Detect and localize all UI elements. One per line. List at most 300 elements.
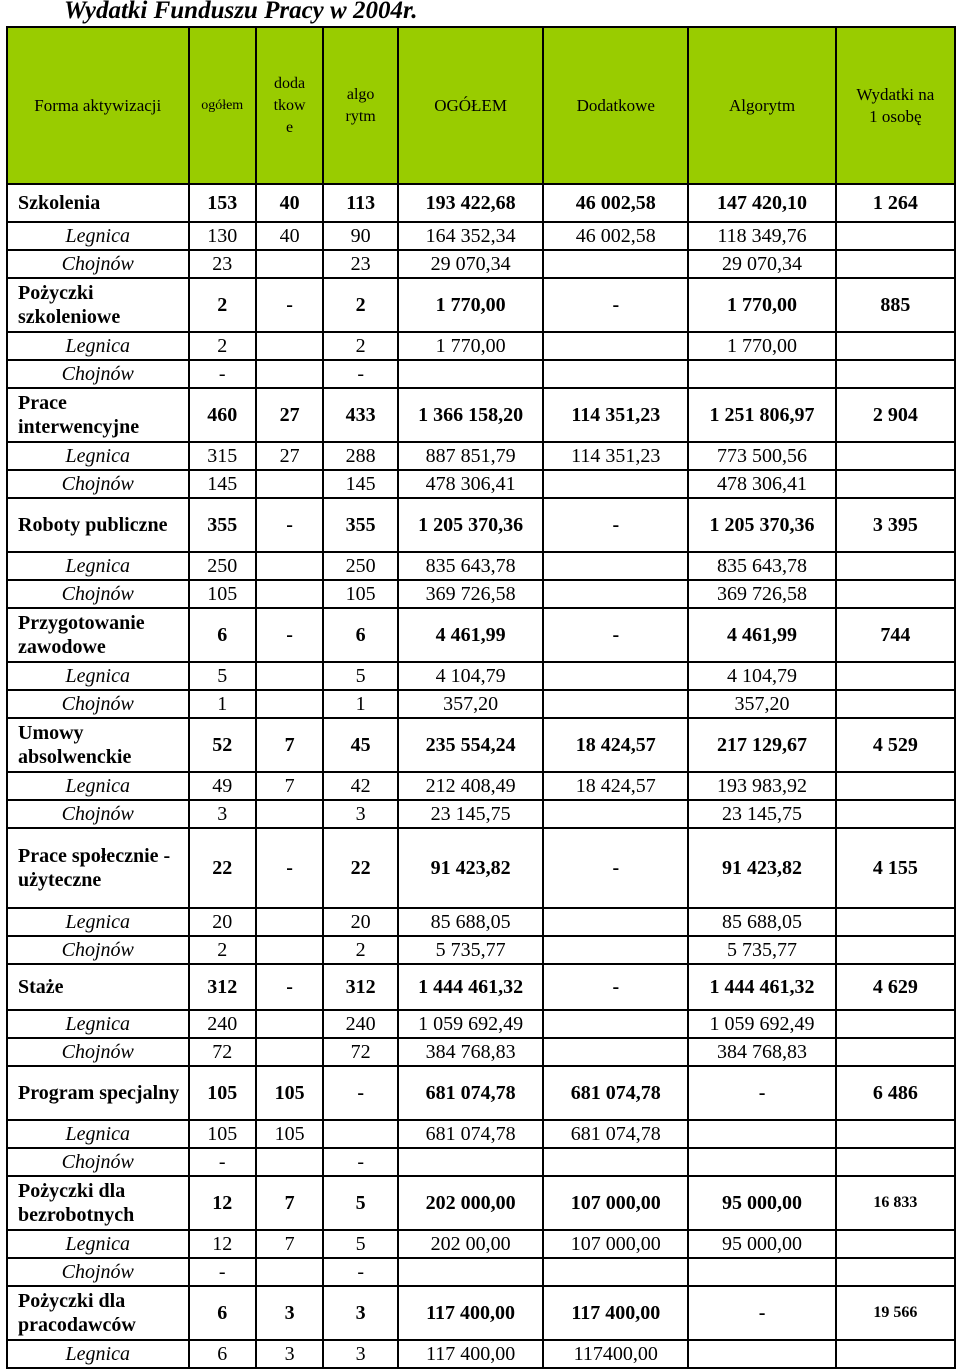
table-row [7,1038,955,1066]
cell-algorytm: 5 [323,1230,398,1258]
table-row [7,1010,955,1038]
cell-wydatki-na-osobe: 6 486 [836,1066,955,1120]
cell-kwota-ogolem: 235 554,24 [398,718,543,772]
cell-wydatki-na-osobe [836,1010,955,1038]
cell-dodatkowe: 7 [256,1230,323,1258]
row-label: Chojnów [7,1148,189,1176]
cell-kwota-algorytm [688,1148,835,1176]
cell-kwota-algorytm: - [688,1286,835,1340]
row-label: Legnica [7,1340,189,1368]
cell-wydatki-na-osobe [836,552,955,580]
cell-kwota-dodatkowe [543,360,688,388]
row-label: Legnica [7,908,189,936]
cell-ogolem: 145 [189,470,256,498]
row-label: Chojnów [7,690,189,718]
cell-algorytm: - [323,1148,398,1176]
header-wydatki-na-osobe: Wydatki na 1 osobę [836,27,955,184]
cell-wydatki-na-osobe: 16 833 [836,1176,955,1230]
cell-kwota-dodatkowe [543,936,688,964]
cell-ogolem: 105 [189,1066,256,1120]
cell-kwota-ogolem: 164 352,34 [398,222,543,250]
table-row [7,470,955,498]
row-label: Legnica [7,442,189,470]
cell-kwota-dodatkowe: 107 000,00 [543,1230,688,1258]
cell-kwota-algorytm: 4 461,99 [688,608,835,662]
row-label: Roboty publiczne [7,498,189,552]
row-label: Pożyczki dla pracodawców [7,1286,189,1340]
row-label: Pożyczki dla bezrobotnych [7,1176,189,1230]
cell-kwota-ogolem: 202 00,00 [398,1230,543,1258]
cell-ogolem: 6 [189,1340,256,1368]
cell-algorytm: 240 [323,1010,398,1038]
cell-kwota-algorytm: 147 420,10 [688,184,835,222]
table-row [7,1258,955,1286]
cell-kwota-dodatkowe: - [543,608,688,662]
cell-kwota-ogolem: 478 306,41 [398,470,543,498]
cell-dodatkowe: - [256,828,323,908]
cell-kwota-algorytm: 357,20 [688,690,835,718]
table-row [7,936,955,964]
table-body [7,184,955,1368]
row-label: Legnica [7,772,189,800]
cell-algorytm: 433 [323,388,398,442]
expenditure-table [6,26,956,1369]
cell-kwota-algorytm: 1 251 806,97 [688,388,835,442]
table-row [7,250,955,278]
row-label: Legnica [7,1120,189,1148]
cell-kwota-ogolem: 4 461,99 [398,608,543,662]
table-row [7,1120,955,1148]
cell-ogolem: 240 [189,1010,256,1038]
table-row [7,442,955,470]
row-label: Pożyczki szkoleniowe [7,278,189,332]
cell-algorytm: 2 [323,332,398,360]
cell-kwota-algorytm: 4 104,79 [688,662,835,690]
cell-kwota-algorytm: 1 770,00 [688,278,835,332]
table-row-total [7,1066,955,1120]
cell-kwota-dodatkowe [543,1038,688,1066]
cell-algorytm: 355 [323,498,398,552]
cell-kwota-ogolem [398,1258,543,1286]
table-row-total [7,1176,955,1230]
header-row [7,27,955,184]
cell-kwota-ogolem: 1 444 461,32 [398,964,543,1010]
cell-wydatki-na-osobe [836,442,955,470]
cell-dodatkowe [256,360,323,388]
row-label: Legnica [7,1230,189,1258]
row-label: Przygotowanie zawodowe [7,608,189,662]
cell-dodatkowe: 7 [256,718,323,772]
cell-kwota-algorytm: 478 306,41 [688,470,835,498]
cell-algorytm: 72 [323,1038,398,1066]
cell-kwota-algorytm: 95 000,00 [688,1176,835,1230]
cell-wydatki-na-osobe [836,580,955,608]
cell-wydatki-na-osobe: 19 566 [836,1286,955,1340]
cell-kwota-dodatkowe: - [543,964,688,1010]
cell-algorytm: 23 [323,250,398,278]
row-label: Umowy absolwenckie [7,718,189,772]
cell-algorytm: 145 [323,470,398,498]
cell-algorytm: 105 [323,580,398,608]
cell-kwota-dodatkowe: 18 424,57 [543,772,688,800]
cell-kwota-dodatkowe [543,908,688,936]
cell-kwota-dodatkowe: - [543,498,688,552]
cell-kwota-algorytm: 1 059 692,49 [688,1010,835,1038]
table-row [7,1148,955,1176]
cell-ogolem: 250 [189,552,256,580]
cell-dodatkowe: - [256,278,323,332]
cell-dodatkowe [256,552,323,580]
cell-ogolem: 105 [189,580,256,608]
cell-ogolem: 5 [189,662,256,690]
cell-dodatkowe [256,580,323,608]
cell-wydatki-na-osobe [836,1340,955,1368]
row-label: Chojnów [7,1038,189,1066]
table-row [7,1230,955,1258]
table-row-total [7,278,955,332]
cell-wydatki-na-osobe [836,1038,955,1066]
cell-ogolem: 312 [189,964,256,1010]
cell-kwota-ogolem: 117 400,00 [398,1340,543,1368]
cell-dodatkowe: 27 [256,442,323,470]
cell-ogolem: 23 [189,250,256,278]
cell-dodatkowe: 7 [256,1176,323,1230]
cell-ogolem: 315 [189,442,256,470]
table-row-total [7,828,955,908]
cell-kwota-dodatkowe [543,1010,688,1038]
cell-kwota-ogolem: 681 074,78 [398,1066,543,1120]
cell-algorytm: 3 [323,1286,398,1340]
row-label: Legnica [7,552,189,580]
cell-ogolem: 1 [189,690,256,718]
cell-wydatki-na-osobe [836,250,955,278]
cell-kwota-ogolem: 117 400,00 [398,1286,543,1340]
row-label: Program specjalny [7,1066,189,1120]
cell-kwota-algorytm: 91 423,82 [688,828,835,908]
cell-algorytm: 3 [323,800,398,828]
cell-dodatkowe [256,800,323,828]
cell-dodatkowe [256,690,323,718]
cell-dodatkowe [256,908,323,936]
cell-ogolem: 20 [189,908,256,936]
cell-kwota-ogolem: 29 070,34 [398,250,543,278]
cell-kwota-dodatkowe [543,690,688,718]
cell-kwota-algorytm: 95 000,00 [688,1230,835,1258]
cell-kwota-ogolem: 369 726,58 [398,580,543,608]
cell-kwota-ogolem: 384 768,83 [398,1038,543,1066]
cell-kwota-dodatkowe [543,800,688,828]
cell-ogolem: 6 [189,1286,256,1340]
row-label: Prace społecznie - użyteczne [7,828,189,908]
row-label: Chojnów [7,800,189,828]
cell-kwota-algorytm: 5 735,77 [688,936,835,964]
cell-wydatki-na-osobe [836,690,955,718]
cell-dodatkowe [256,936,323,964]
cell-algorytm: - [323,1066,398,1120]
cell-algorytm: 312 [323,964,398,1010]
cell-kwota-algorytm: 118 349,76 [688,222,835,250]
table-row [7,552,955,580]
cell-dodatkowe: 40 [256,184,323,222]
cell-kwota-dodatkowe: 107 000,00 [543,1176,688,1230]
row-label: Legnica [7,332,189,360]
cell-ogolem: 130 [189,222,256,250]
header-forma-aktywizacji: Forma aktywizacji [7,27,189,184]
cell-kwota-dodatkowe: 46 002,58 [543,222,688,250]
header-dodatkowe: Dodatkowe [543,27,688,184]
cell-wydatki-na-osobe [836,360,955,388]
cell-wydatki-na-osobe [836,772,955,800]
page-title: Wydatki Funduszu Pracy w 2004r. [64,0,418,24]
cell-ogolem: 460 [189,388,256,442]
cell-dodatkowe [256,662,323,690]
cell-wydatki-na-osobe: 2 904 [836,388,955,442]
cell-wydatki-na-osobe: 4 155 [836,828,955,908]
cell-kwota-algorytm: 369 726,58 [688,580,835,608]
cell-dodatkowe: - [256,498,323,552]
table-row [7,908,955,936]
cell-wydatki-na-osobe [836,1120,955,1148]
cell-dodatkowe: - [256,964,323,1010]
cell-wydatki-na-osobe [836,662,955,690]
cell-ogolem: 52 [189,718,256,772]
cell-kwota-ogolem: 1 366 158,20 [398,388,543,442]
cell-wydatki-na-osobe [836,332,955,360]
cell-wydatki-na-osobe [836,800,955,828]
row-label: Legnica [7,1010,189,1038]
cell-dodatkowe [256,1010,323,1038]
cell-wydatki-na-osobe [836,908,955,936]
cell-wydatki-na-osobe [836,1258,955,1286]
row-label: Chojnów [7,360,189,388]
cell-kwota-ogolem: 4 104,79 [398,662,543,690]
cell-algorytm: 5 [323,1176,398,1230]
cell-ogolem: 105 [189,1120,256,1148]
cell-kwota-ogolem: 193 422,68 [398,184,543,222]
cell-algorytm: 2 [323,936,398,964]
table-row [7,800,955,828]
table-row [7,1340,955,1368]
cell-ogolem: 153 [189,184,256,222]
cell-ogolem: 2 [189,936,256,964]
cell-kwota-dodatkowe [543,332,688,360]
cell-kwota-ogolem: 681 074,78 [398,1120,543,1148]
cell-algorytm: 45 [323,718,398,772]
cell-dodatkowe [256,332,323,360]
cell-kwota-ogolem: 85 688,05 [398,908,543,936]
cell-ogolem: 2 [189,278,256,332]
row-label: Chojnów [7,250,189,278]
row-label: Chojnów [7,1258,189,1286]
table-row-total [7,608,955,662]
cell-ogolem: 22 [189,828,256,908]
cell-dodatkowe [256,250,323,278]
cell-kwota-dodatkowe: 114 351,23 [543,388,688,442]
table-row [7,772,955,800]
cell-dodatkowe [256,1148,323,1176]
cell-kwota-ogolem: 357,20 [398,690,543,718]
cell-kwota-algorytm: 384 768,83 [688,1038,835,1066]
cell-dodatkowe: 105 [256,1120,323,1148]
cell-algorytm: 2 [323,278,398,332]
cell-dodatkowe: - [256,608,323,662]
cell-wydatki-na-osobe [836,222,955,250]
cell-kwota-algorytm: 217 129,67 [688,718,835,772]
cell-kwota-dodatkowe [543,662,688,690]
cell-kwota-algorytm: 85 688,05 [688,908,835,936]
table-row-total [7,184,955,222]
cell-kwota-algorytm: 835 643,78 [688,552,835,580]
cell-wydatki-na-osobe: 4 529 [836,718,955,772]
cell-wydatki-na-osobe [836,470,955,498]
cell-kwota-dodatkowe [543,580,688,608]
cell-kwota-ogolem [398,1148,543,1176]
cell-kwota-dodatkowe [543,1258,688,1286]
cell-algorytm: 288 [323,442,398,470]
cell-wydatki-na-osobe: 885 [836,278,955,332]
cell-algorytm: - [323,1258,398,1286]
cell-ogolem: - [189,360,256,388]
cell-ogolem: 2 [189,332,256,360]
cell-kwota-ogolem: 23 145,75 [398,800,543,828]
cell-kwota-ogolem: 1 770,00 [398,332,543,360]
cell-kwota-dodatkowe: - [543,828,688,908]
cell-algorytm: 250 [323,552,398,580]
cell-ogolem: - [189,1148,256,1176]
row-label: Szkolenia [7,184,189,222]
cell-kwota-dodatkowe: 681 074,78 [543,1066,688,1120]
table-row-total [7,498,955,552]
cell-kwota-dodatkowe: - [543,278,688,332]
cell-ogolem: 12 [189,1230,256,1258]
cell-dodatkowe [256,1038,323,1066]
cell-kwota-algorytm: 1 205 370,36 [688,498,835,552]
cell-algorytm: 113 [323,184,398,222]
cell-kwota-ogolem: 212 408,49 [398,772,543,800]
row-label: Prace interwencyjne [7,388,189,442]
cell-algorytm: 6 [323,608,398,662]
cell-ogolem: 355 [189,498,256,552]
cell-kwota-dodatkowe: 117400,00 [543,1340,688,1368]
table-row [7,360,955,388]
cell-wydatki-na-osobe: 1 264 [836,184,955,222]
cell-kwota-algorytm: 29 070,34 [688,250,835,278]
cell-kwota-algorytm: 1 770,00 [688,332,835,360]
header-dodatkowe-short: doda tkow e [256,27,323,184]
cell-kwota-algorytm [688,1258,835,1286]
cell-wydatki-na-osobe [836,1230,955,1258]
cell-dodatkowe: 7 [256,772,323,800]
cell-kwota-dodatkowe [543,552,688,580]
cell-ogolem: 3 [189,800,256,828]
cell-dodatkowe: 105 [256,1066,323,1120]
cell-kwota-ogolem: 1 770,00 [398,278,543,332]
cell-kwota-ogolem: 91 423,82 [398,828,543,908]
cell-kwota-ogolem: 887 851,79 [398,442,543,470]
row-label: Chojnów [7,580,189,608]
header-algorytm: Algorytm [688,27,835,184]
cell-wydatki-na-osobe [836,1148,955,1176]
cell-kwota-algorytm: 23 145,75 [688,800,835,828]
row-label: Chojnów [7,936,189,964]
cell-algorytm: 5 [323,662,398,690]
cell-dodatkowe [256,470,323,498]
header-algorytm-short: algo rytm [323,27,398,184]
header-ogolem: OGÓŁEM [398,27,543,184]
row-label: Legnica [7,222,189,250]
cell-dodatkowe [256,1258,323,1286]
table-row-total [7,388,955,442]
cell-algorytm: - [323,360,398,388]
cell-dodatkowe: 3 [256,1340,323,1368]
cell-kwota-algorytm [688,1120,835,1148]
cell-kwota-dodatkowe: 18 424,57 [543,718,688,772]
cell-algorytm: 22 [323,828,398,908]
cell-algorytm: 42 [323,772,398,800]
cell-wydatki-na-osobe: 4 629 [836,964,955,1010]
cell-ogolem: 12 [189,1176,256,1230]
cell-kwota-ogolem [398,360,543,388]
cell-algorytm [323,1120,398,1148]
table-row [7,580,955,608]
cell-kwota-algorytm: 773 500,56 [688,442,835,470]
cell-kwota-dodatkowe: 117 400,00 [543,1286,688,1340]
cell-kwota-dodatkowe [543,250,688,278]
table-row [7,662,955,690]
table-row-total [7,718,955,772]
cell-wydatki-na-osobe: 744 [836,608,955,662]
cell-algorytm: 20 [323,908,398,936]
cell-kwota-dodatkowe: 46 002,58 [543,184,688,222]
cell-kwota-ogolem: 202 000,00 [398,1176,543,1230]
cell-dodatkowe: 3 [256,1286,323,1340]
cell-kwota-algorytm: 1 444 461,32 [688,964,835,1010]
header-ogolem-small: ogółem [189,27,256,184]
table-row-total [7,964,955,1010]
cell-wydatki-na-osobe [836,936,955,964]
row-label: Staże [7,964,189,1010]
cell-dodatkowe: 27 [256,388,323,442]
cell-kwota-dodatkowe: 681 074,78 [543,1120,688,1148]
cell-kwota-algorytm [688,1340,835,1368]
cell-kwota-dodatkowe [543,470,688,498]
cell-kwota-dodatkowe: 114 351,23 [543,442,688,470]
cell-kwota-ogolem: 835 643,78 [398,552,543,580]
table-row [7,332,955,360]
cell-ogolem: 72 [189,1038,256,1066]
cell-kwota-ogolem: 1 059 692,49 [398,1010,543,1038]
row-label: Chojnów [7,470,189,498]
cell-algorytm: 90 [323,222,398,250]
cell-ogolem: 6 [189,608,256,662]
cell-ogolem: - [189,1258,256,1286]
cell-wydatki-na-osobe: 3 395 [836,498,955,552]
table-row [7,222,955,250]
cell-algorytm: 1 [323,690,398,718]
cell-kwota-algorytm: - [688,1066,835,1120]
cell-ogolem: 49 [189,772,256,800]
cell-kwota-algorytm [688,360,835,388]
table-row [7,690,955,718]
cell-kwota-ogolem: 5 735,77 [398,936,543,964]
row-label: Legnica [7,662,189,690]
table-row-total [7,1286,955,1340]
cell-dodatkowe: 40 [256,222,323,250]
cell-kwota-ogolem: 1 205 370,36 [398,498,543,552]
cell-kwota-dodatkowe [543,1148,688,1176]
cell-algorytm: 3 [323,1340,398,1368]
cell-kwota-algorytm: 193 983,92 [688,772,835,800]
